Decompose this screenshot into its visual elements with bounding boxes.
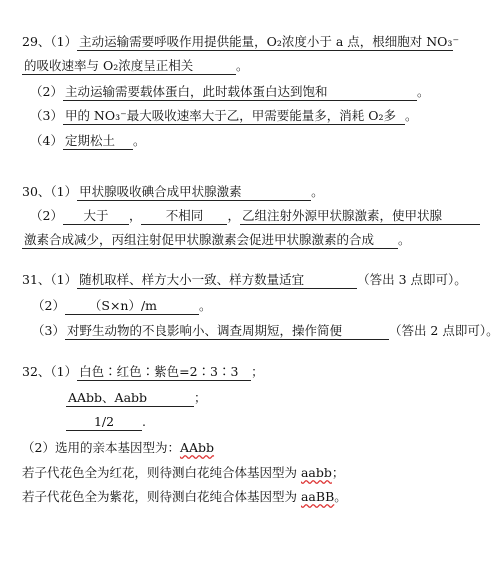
q30-answer-2c: 乙组注射外源甲状腺激素，使甲状腺 — [240, 208, 480, 225]
q31-answer-2: （S×n）/m — [65, 298, 181, 315]
q31-part-3-label: （3） — [32, 323, 65, 338]
q32-period-6: 。 — [334, 489, 347, 504]
q31-answer-1: 随机取样、样方大小一致、样方数量适宜 — [77, 272, 357, 289]
q29-answer-3: 甲的 NO₃⁻最大吸收速率大于乙，甲需要能量多，消耗 O₂多 — [63, 108, 405, 125]
q32-answer-2: AAbb、Aabb — [66, 390, 194, 407]
q30-answer-2a: 大于 — [63, 208, 129, 225]
q32-red-text: 若子代花色全为红花，则待测白花纯合体基因型为 — [22, 465, 301, 480]
q30-line-2 — [30, 208, 480, 225]
q29-part-2-label: （2） — [30, 84, 63, 99]
q29-period-2: 。 — [416, 84, 430, 99]
q32-part-1-label: （1） — [50, 364, 78, 379]
q32-genotype-parent: AAbb — [179, 440, 215, 455]
q32-line-1 — [22, 364, 264, 381]
q32-genotype-purple: aaBB — [300, 489, 335, 504]
q29-part-1-label: （1） — [50, 34, 78, 49]
q31-note-3: （答出 2 点即可）。 — [388, 323, 499, 338]
q29-answer-4: 定期松土 — [63, 133, 133, 150]
q29-part-3-label: （3） — [30, 108, 63, 123]
q29-line-1 — [22, 34, 460, 51]
q32-line-5 — [22, 465, 344, 481]
q32-answer-1: 白色∶红色∶紫色=2∶3∶3 — [77, 364, 251, 381]
q32-dot-3: . — [142, 414, 146, 429]
q31-number: 31、 — [22, 272, 51, 287]
q30-comma-2: ， — [227, 208, 240, 223]
q29-part-4-label: （4） — [30, 133, 63, 148]
q30-part-1-label: （1） — [50, 184, 78, 199]
q29-period-1: 。 — [236, 58, 249, 73]
q29-period-3: 。 — [404, 108, 418, 123]
q31-blank-2 — [181, 298, 199, 315]
q32-number: 32、 — [22, 364, 51, 379]
q29-period-4: 。 — [132, 133, 146, 148]
q32-line-4 — [22, 440, 214, 456]
q29-line-1b — [22, 58, 249, 75]
q30-answer-2b: 不相同 — [141, 208, 227, 225]
q29-line-4 — [30, 133, 145, 150]
q32-semicolon-2: ； — [194, 390, 207, 405]
q32-line-6 — [22, 489, 347, 505]
q31-part-2-label: （2） — [32, 298, 65, 313]
q31-period-2: 。 — [198, 298, 212, 313]
q30-period-1: 。 — [311, 184, 324, 199]
q30-number: 30、 — [22, 184, 51, 199]
q29-line-3 — [30, 108, 417, 125]
q29-answer-1: 主动运输需要呼吸作用提供能量，O₂浓度小于 a 点，根细胞对 NO₃⁻ — [79, 34, 460, 49]
q32-genotype-red: aabb — [300, 465, 332, 480]
q31-line-2 — [32, 298, 211, 315]
q31-note-1: （答出 3 点即可）。 — [357, 272, 467, 287]
q30-line-1 — [22, 184, 324, 201]
q29-answer-2: 主动运输需要载体蛋白，此时载体蛋白达到饱和 — [63, 84, 367, 101]
q31-line-1 — [22, 272, 467, 289]
q32-line-3 — [66, 414, 146, 431]
q32-semicolon-1: ； — [251, 364, 264, 379]
q32-purple-text: 若子代花色全为紫花，则待测白花纯合体基因型为 — [22, 489, 301, 504]
q30-period-2: 。 — [398, 232, 411, 247]
q31-line-3 — [32, 323, 499, 340]
q30-line-3 — [22, 232, 411, 249]
q29-number: 29、 — [22, 34, 51, 49]
q32-part-2-text: （2）选用的亲本基因型为： — [22, 440, 180, 455]
q32-semicolon-5: ； — [331, 465, 345, 480]
q30-comma-1: ， — [128, 208, 142, 223]
q29-blank-2 — [367, 84, 417, 101]
q32-answer-3: 1/2 — [66, 414, 142, 431]
q32-line-2 — [66, 390, 207, 407]
q30-answer-2d: 激素合成减少，丙组注射促甲状腺激素会促进甲状腺激素的合成 — [22, 232, 398, 249]
q29-line-2 — [30, 84, 429, 101]
q31-part-1-label: （1） — [50, 272, 78, 287]
q30-answer-1: 甲状腺吸收碘合成甲状腺激素 — [77, 184, 311, 201]
q30-part-2-label: （2） — [30, 208, 63, 223]
q31-answer-3: 对野生动物的不良影响小、调查周期短，操作简便 — [65, 323, 389, 340]
q29-answer-1b: 的吸收速率与 O₂浓度呈正相关 — [22, 58, 236, 75]
